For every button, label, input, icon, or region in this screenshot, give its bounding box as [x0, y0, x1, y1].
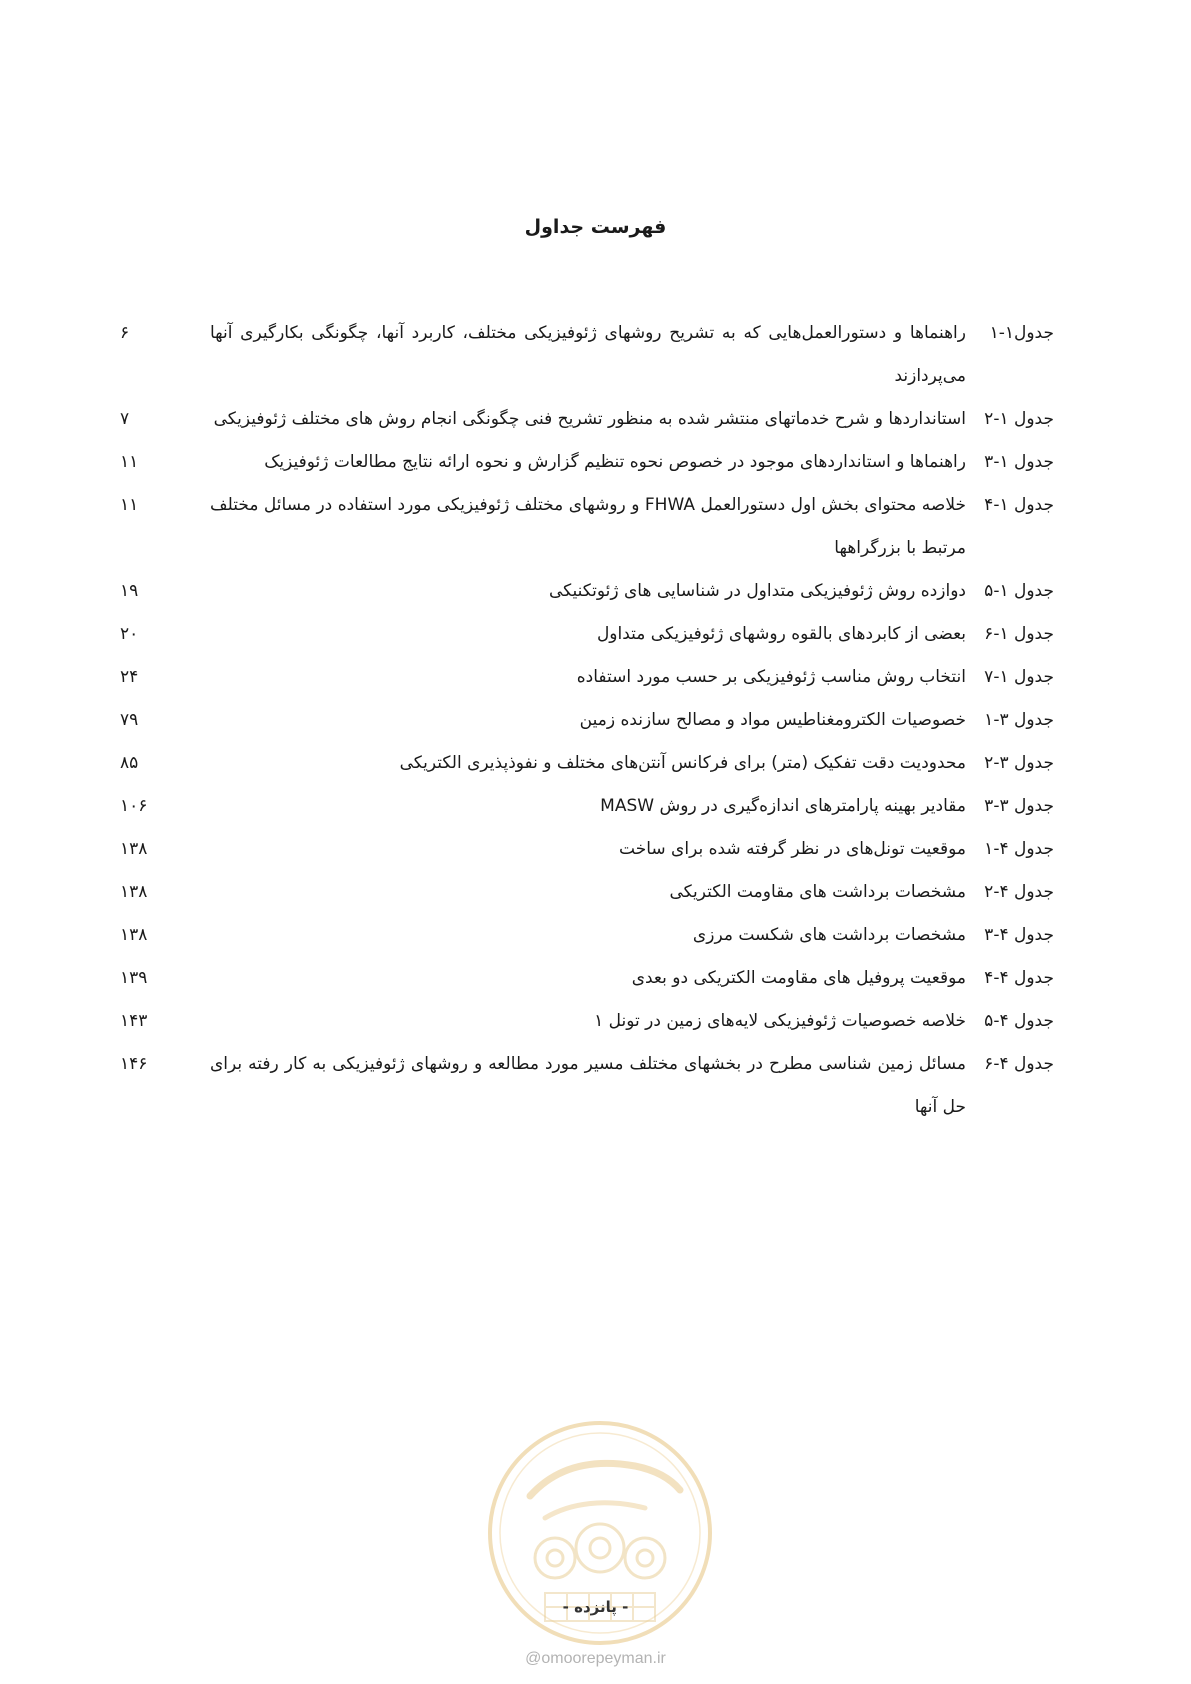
toc-entry	[120, 484, 1054, 570]
toc-entry	[120, 871, 1054, 914]
toc-entry-label: جدول ۱-۵	[984, 581, 1054, 601]
table-of-tables	[120, 312, 1054, 1129]
toc-entry-label: جدول ۴-۴	[984, 968, 1054, 988]
toc-entry-label: جدول ۱-۳	[984, 452, 1054, 472]
toc-entry-label: جدول ۱-۶	[984, 624, 1054, 644]
toc-entry-label: جدول ۴-۱	[984, 839, 1054, 859]
toc-entry-label: جدول ۴-۳	[984, 925, 1054, 945]
toc-entry-page: ۶	[120, 323, 130, 343]
toc-entry-label: جدول ۳-۱	[984, 710, 1054, 730]
toc-entry-page: ۷	[120, 409, 130, 429]
toc-entry-label: جدول ۱-۴	[984, 495, 1054, 515]
toc-entry-title: دوازده روش ژئوفیزیکی متداول در شناسایی های ژئوتکنیکی	[548, 581, 966, 601]
toc-entry	[120, 613, 1054, 656]
toc-entry-title: راهنماها و استانداردهای موجود در خصوص نحوه تنظیم گزارش و نحوه ارائه نتایج مطالعات ژئوفیزیک	[264, 452, 966, 472]
toc-entry	[120, 441, 1054, 484]
toc-entry-label: جدول ۳-۳	[984, 796, 1054, 816]
toc-entry-title: خصوصیات الکترومغناطیس مواد و مصالح سازنده زمین	[579, 710, 966, 730]
toc-entry-page: ۲۰	[120, 624, 139, 644]
toc-entry	[120, 656, 1054, 699]
toc-entry-label: جدول ۱-۷	[984, 667, 1054, 687]
toc-entry-title: مشخصات برداشت های شکست مرزی	[692, 925, 966, 945]
toc-entry-label: جدول ۴-۶	[984, 1054, 1054, 1074]
toc-entry-title: راهنماها و دستورالعمل‌هایی که به تشریح روشهای ژئوفیزیکی مختلف، کاربرد آنها، چگونگی بکارگیری آنها می‌پردازند	[210, 323, 966, 386]
toc-entry	[120, 312, 1054, 398]
toc-entry-page: ۱۰۶	[120, 796, 148, 816]
toc-entry-page: ۱۴۶	[120, 1054, 148, 1074]
toc-entry-title: بعضی از کابردهای بالقوه روشهای ژئوفیزیکی متداول	[596, 624, 966, 644]
page-title: فهرست جداول	[524, 216, 667, 238]
toc-entry	[120, 1043, 1054, 1129]
toc-entry-page: ۱۹	[120, 581, 139, 601]
toc-entry	[120, 1000, 1054, 1043]
toc-entry-label: جدول ۳-۲	[984, 753, 1054, 773]
toc-entry-page: ۱۳۹	[120, 968, 148, 988]
toc-entry-label: جدول۱-۱	[989, 323, 1054, 343]
toc-entry-title: مسائل زمین شناسی مطرح در بخشهای مختلف مسیر مورد مطالعه و روشهای ژئوفیزیکی به کار رفته برای حل آنها	[210, 1054, 966, 1117]
toc-entry-title: خلاصه خصوصیات ژئوفیزیکی لایه‌های زمین در تونل ۱	[594, 1011, 966, 1031]
toc-entry-title: موقعیت پروفیل های مقاومت الکتریکی دو بعدی	[631, 968, 966, 988]
toc-entry-page: ۲۴	[120, 667, 139, 687]
toc-entry	[120, 914, 1054, 957]
toc-entry-page: ۷۹	[120, 710, 139, 730]
toc-entry-label: جدول ۴-۵	[984, 1011, 1054, 1031]
toc-entry-page: ۱۳۸	[120, 882, 148, 902]
toc-entry-title: استانداردها و شرح خدماتهای منتشر شده به منظور تشریح فنی چگونگی انجام روش های مختلف ژئوفیزیکی	[213, 409, 966, 429]
toc-entry	[120, 699, 1054, 742]
toc-entry-title: موقعیت تونل‌های در نظر گرفته شده برای ساخت	[619, 839, 966, 859]
watermark-url-text: omoorepeyman.ir	[541, 1650, 666, 1667]
toc-entry-title: خلاصه محتوای بخش اول دستورالعمل FHWA و روشهای مختلف ژئوفیزیکی مورد استفاده در مسائل مختلف مرتبط با بزرگراهها	[210, 495, 966, 558]
toc-entry-title: محدودیت دقت تفکیک (متر) برای فرکانس آنتن‌های مختلف و نفوذپذیری الکتریکی	[399, 753, 966, 773]
toc-entry	[120, 785, 1054, 828]
toc-entry	[120, 828, 1054, 871]
page-number: - پانزده -	[562, 1598, 629, 1616]
watermark-url	[0, 1650, 1191, 1668]
toc-entry	[120, 957, 1054, 1000]
toc-entry-page: ۱۴۳	[120, 1011, 148, 1031]
toc-entry-page: ۱۳۸	[120, 925, 148, 945]
toc-entry-page: ۱۳۸	[120, 839, 148, 859]
toc-entry	[120, 570, 1054, 613]
toc-entry-label: جدول ۱-۲	[984, 409, 1054, 429]
toc-entry-title: مشخصات برداشت های مقاومت الکتریکی	[669, 882, 966, 902]
toc-entry-page: ۱۱	[120, 495, 139, 515]
at-icon: @	[525, 1650, 542, 1667]
toc-entry-title: انتخاب روش مناسب ژئوفیزیکی بر حسب مورد استفاده	[576, 667, 966, 687]
toc-entry	[120, 398, 1054, 441]
toc-entry	[120, 742, 1054, 785]
toc-entry-page: ۸۵	[120, 753, 139, 773]
toc-entry-title: مقادیر بهینه پارامترهای اندازه‌گیری در روش MASW	[600, 796, 966, 816]
toc-entry-page: ۱۱	[120, 452, 139, 472]
toc-entry-label: جدول ۴-۲	[984, 882, 1054, 902]
